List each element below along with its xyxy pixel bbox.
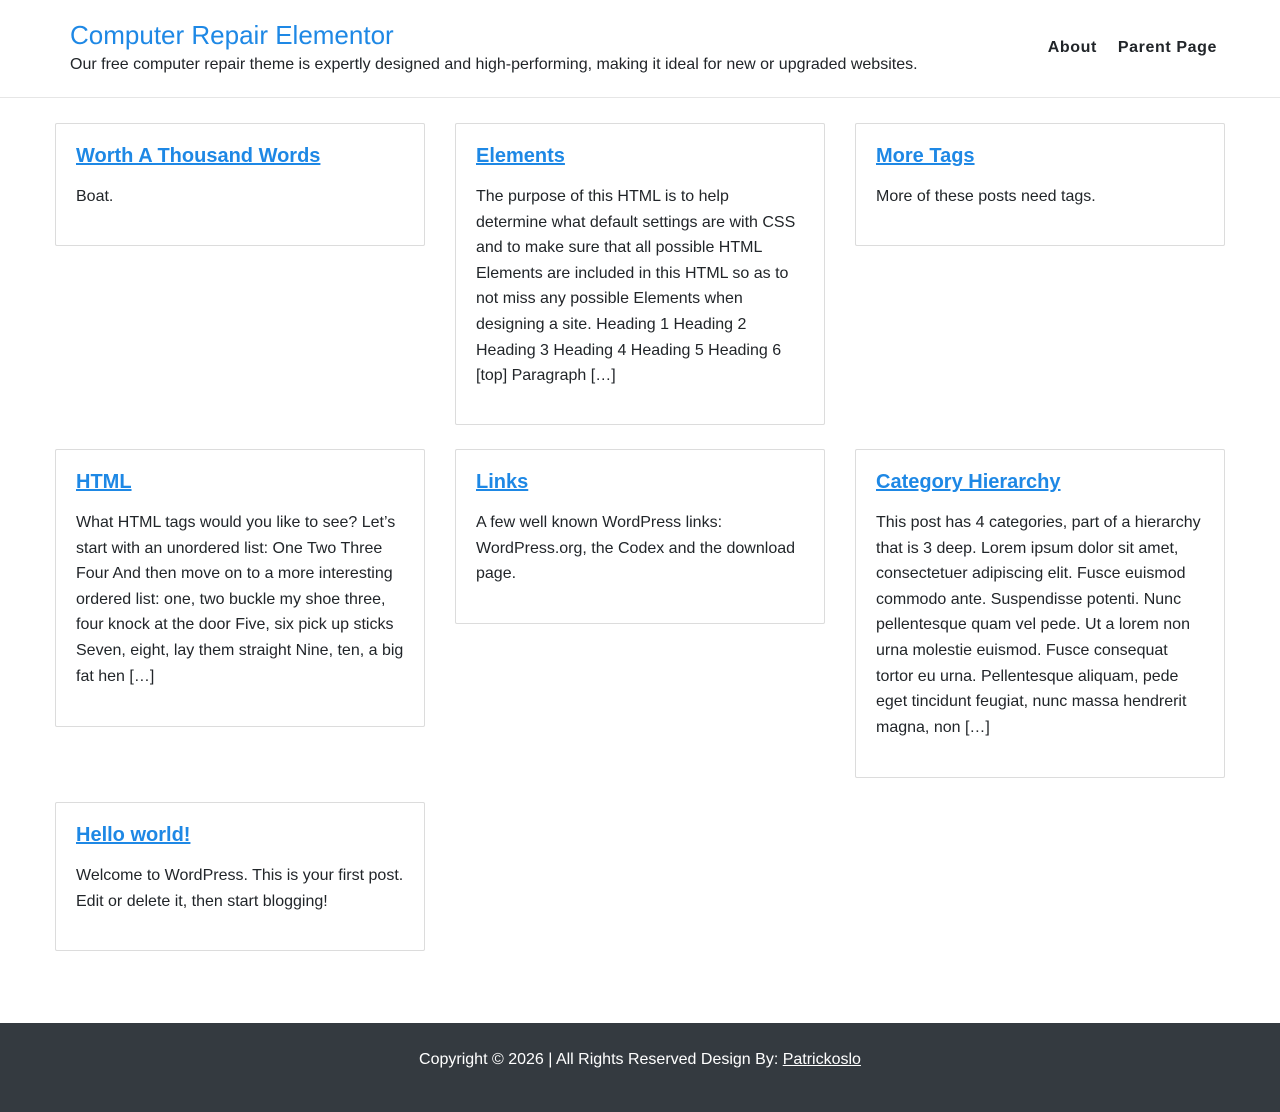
post-excerpt: This post has 4 categories, part of a hierarchy that is 3 deep. Lorem ipsum dolor sit amet, consectetuer adipiscing elit. Fusce euismod commodo ante. Suspendisse potenti. Nunc pellentesque quam vel pede. Ut a lorem non urna molestie euismod. Fusce consequat tortor eu urna. Pellentesque aliquam, pede eget tincidunt feugiat, nunc massa hendrerit magna, non […]	[876, 514, 1201, 736]
site-footer	[0, 1023, 1280, 1112]
post-card	[455, 123, 825, 425]
post-card	[455, 449, 825, 624]
post-title-link[interactable]: HTML	[76, 471, 132, 493]
post-title-link[interactable]: Elements	[476, 145, 565, 167]
post-card	[855, 449, 1225, 778]
post-title-link[interactable]: Links	[476, 471, 529, 493]
post-title-link[interactable]: Hello world!	[76, 824, 191, 846]
post-title-link[interactable]: More Tags	[876, 145, 975, 167]
post-title-link[interactable]: Category Hierarchy	[876, 471, 1061, 493]
post-excerpt: Welcome to WordPress. This is your first post. Edit or delete it, then start blogging!	[76, 867, 404, 910]
copyright-text: Copyright © 2026 | All Rights Reserved Design By:	[419, 1051, 783, 1068]
post-excerpt: A few well known WordPress links: WordPress.org, the Codex and the download page.	[476, 514, 796, 583]
site-title-link[interactable]: Computer Repair Elementor	[70, 20, 394, 50]
post-excerpt: What HTML tags would you like to see? Let’s start with an unordered list: One Two Three Four And then move on to a more interesting ordered list: one, two buckle my shoe three, four knock at the door Five, six pick up sticks Seven, eight, lay them straight Nine, ten, a big fat hen […]	[76, 514, 404, 685]
post-card	[55, 123, 425, 246]
designer-link[interactable]: Patrickoslo	[782, 1051, 861, 1068]
site-tagline: Our free computer repair theme is expertly designed and high-performing, making it ideal for new or upgraded websites.	[70, 56, 918, 73]
post-excerpt: More of these posts need tags.	[876, 188, 1096, 205]
post-card	[55, 802, 425, 951]
site-header	[0, 0, 1280, 98]
post-excerpt: Boat.	[76, 188, 114, 205]
nav-item-parent-page[interactable]: Parent Page	[1117, 39, 1217, 56]
post-card	[855, 123, 1225, 246]
nav-item-about[interactable]: About	[1047, 39, 1097, 56]
post-card	[55, 449, 425, 727]
post-excerpt: The purpose of this HTML is to help determine what default settings are with CSS and to make sure that all possible HTML Elements are included in this HTML so as to not miss any possible Elements when designing a site. Heading 1 Heading 2 Heading 3 Heading 4 Heading 5 Heading 6 [top] Paragraph […]	[476, 188, 796, 385]
main-nav	[1048, 38, 1217, 58]
post-title-link[interactable]: Worth A Thousand Words	[76, 145, 321, 167]
